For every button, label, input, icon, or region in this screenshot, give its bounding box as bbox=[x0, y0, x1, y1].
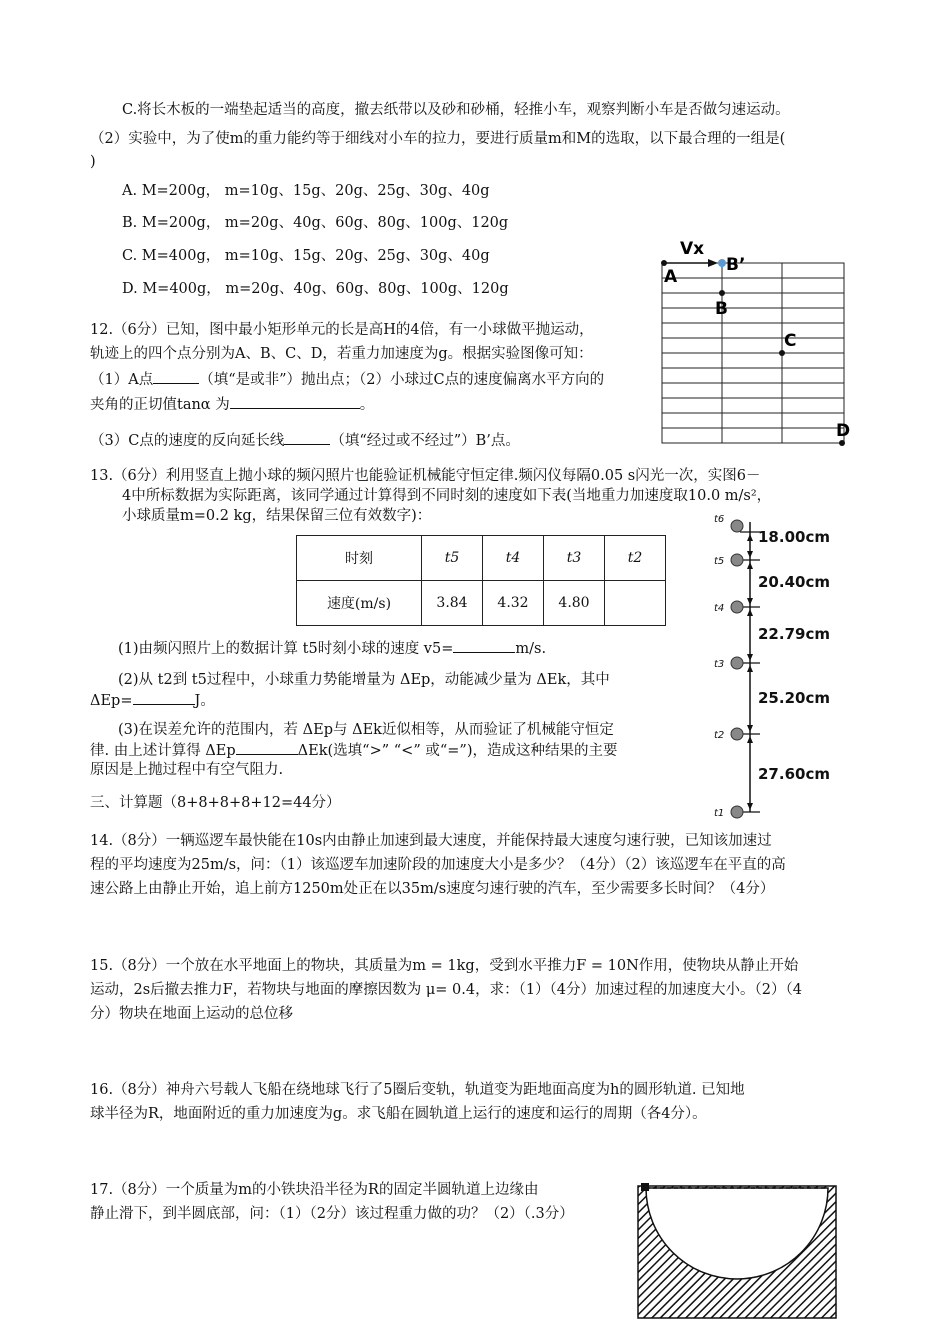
q15-line3: 分）物块在地面上运动的总位移 bbox=[90, 1006, 293, 1022]
q13-sub3-line1: (3)在误差允许的范围内，若 ΔEp与 ΔEk近似相等，从而验证了机械能守恒定 bbox=[118, 722, 614, 738]
q13-label-t6: t6 bbox=[714, 514, 725, 525]
q15-line2: 运动，2s后撤去推力F，若物块与地面的摩擦因数为 μ= 0.4，求：（1）（4分）加速过程的加速度大小。（2）（4 bbox=[90, 982, 802, 998]
q14-line2: 程的平均速度为25m/s，问：（1）该巡逻车加速阶段的加速度大小是多少？（4分）（2）该巡逻车在平直的高 bbox=[90, 857, 786, 873]
q11-option-c-step: C.将长木板的一端垫起适当的高度，撤去纸带以及砂和砂桶，轻推小车，观察判断小车是否做匀速运动。 bbox=[122, 102, 790, 118]
q13-sub3-line2 bbox=[90, 740, 617, 761]
q12-line4 bbox=[90, 394, 374, 415]
q17-semicircle-track-figure bbox=[636, 1180, 838, 1320]
q12-label-a: A bbox=[664, 267, 678, 287]
q13-sub2-line1: (2)从 t2到 t5过程中，小球重力势能增量为 ΔEp，动能减少量为 ΔEk，其中 bbox=[118, 672, 610, 688]
q11-option-a: A. M=200g， m=10g、15g、20g、25g、30g、40g bbox=[122, 183, 490, 199]
q13-distance-2: 20.40cm bbox=[758, 573, 830, 591]
table-cell-v4: 4.32 bbox=[483, 581, 544, 626]
q12-label-b: B bbox=[715, 299, 728, 319]
q11-option-b: B. M=200g， m=20g、40g、60g、80g、100g、120g bbox=[122, 215, 509, 231]
table-cell-v3: 4.80 bbox=[544, 581, 605, 626]
q13-sub2-text: ΔEp= bbox=[90, 693, 133, 709]
q13-label-t1: t1 bbox=[714, 808, 725, 819]
q13-sub1-text: (1)由频闪照片上的数据计算 t5时刻小球的速度 v5= bbox=[118, 641, 454, 657]
q13-distance-1: 18.00cm bbox=[758, 528, 830, 546]
q13-answer-blank-3[interactable] bbox=[236, 740, 298, 755]
q11-option-d: D. M=400g， m=20g、40g、60g、80g、100g、120g bbox=[122, 281, 509, 297]
q13-line1: 13.（6分）利用竖直上抛小球的频闪照片也能验证机械能守恒定律.频闪仪每隔0.05 s闪光一次，实图6－ bbox=[90, 468, 761, 484]
q14-line1: 14.（8分）一辆巡逻车最快能在10s内由静止加速到最大速度，并能保持最大速度匀速行驶，已知该加速过 bbox=[90, 833, 772, 849]
q13-line3: 小球质量m=0.2 kg，结果保留三位有效数字)： bbox=[122, 508, 432, 524]
q12-line2: 轨迹上的四个点分别为A、B、C、D，若重力加速度为g。根据实验图像可知： bbox=[90, 346, 593, 362]
q13-ball-t6 bbox=[731, 520, 743, 532]
q12-label-b-prime: B’ bbox=[726, 255, 746, 275]
table-row bbox=[297, 536, 666, 581]
q17-line2: 静止滑下，到半圆底部，问：（1）（2分）该过程重力做的功？（2）（.3分） bbox=[90, 1206, 574, 1222]
q12-label-d: D bbox=[836, 421, 851, 441]
table-header-time: 时刻 bbox=[297, 536, 422, 581]
table-cell-v2[interactable] bbox=[605, 581, 666, 626]
q13-answer-blank-2[interactable] bbox=[133, 690, 195, 705]
q12-line4-a: 夹角的正切值tanα 为 bbox=[90, 397, 230, 413]
q13-speed-table bbox=[296, 535, 666, 626]
q13-sub3-text-b: ΔEk(选填“>” “<” 或“=”)，造成这种结果的主要 bbox=[297, 743, 618, 759]
section-title-calculation: 三、计算题（8+8+8+8+12=44分） bbox=[90, 795, 341, 811]
q13-line2: 4中所标数据为实际距离，该同学通过计算得到不同时刻的速度如下表(当地重力加速度取10.0 m/s²， bbox=[122, 488, 772, 504]
q13-distance-4: 25.20cm bbox=[758, 689, 830, 707]
q11-sub2-line2: ) bbox=[90, 154, 96, 170]
q13-answer-blank-1[interactable] bbox=[453, 638, 515, 653]
q15-line1: 15.（8分）一个放在水平地面上的物块，其质量为m = 1kg，受到水平推力F = 10N作用，使物块从静止开始 bbox=[90, 958, 799, 974]
q13-strobe-figure bbox=[712, 508, 862, 828]
q12-point-b-prime bbox=[718, 259, 726, 267]
q12-label-vx: Vx bbox=[680, 239, 705, 259]
q13-ball-t1 bbox=[731, 806, 743, 818]
q13-sub3-line3: 原因是上抛过程中有空气阻力. bbox=[90, 762, 284, 778]
q12-line5-b: （填“经过或不经过”）B’点。 bbox=[330, 433, 520, 449]
q13-distance-3: 22.79cm bbox=[758, 625, 830, 643]
q13-label-t2: t2 bbox=[714, 730, 725, 741]
q12-point-a bbox=[661, 260, 667, 266]
q13-sub1-unit: m/s. bbox=[515, 641, 547, 657]
q12-line1: 12.（6分）已知，图中最小矩形单元的长是高H的4倍，有一小球做平抛运动， bbox=[90, 322, 594, 338]
q12-point-b bbox=[719, 290, 725, 296]
q12-line5 bbox=[90, 430, 520, 451]
table-cell-t2: t2 bbox=[605, 536, 666, 581]
table-header-speed: 速度(m/s) bbox=[297, 581, 422, 626]
q17-track-body bbox=[638, 1186, 836, 1318]
q12-answer-blank-2[interactable] bbox=[230, 394, 360, 409]
table-cell-t4: t4 bbox=[483, 536, 544, 581]
q16-line2: 球半径为R，地面附近的重力加速度为g。求飞船在圆轨道上运行的速度和运行的周期（各4分）。 bbox=[90, 1106, 707, 1122]
q13-distance-5: 27.60cm bbox=[758, 765, 830, 783]
q12-line3-a: （1）A点 bbox=[90, 372, 154, 388]
q12-label-c: C bbox=[784, 331, 797, 351]
q13-ball-t3 bbox=[731, 657, 743, 669]
q12-grid-figure bbox=[650, 232, 860, 452]
q13-sub1 bbox=[118, 638, 546, 659]
q13-ball-t4 bbox=[731, 601, 743, 613]
table-cell-t3: t3 bbox=[544, 536, 605, 581]
q13-ball-t2 bbox=[731, 728, 743, 740]
q13-label-t5: t5 bbox=[714, 556, 725, 567]
q13-sub2-line2 bbox=[90, 690, 215, 711]
q13-sub3-text-a: 律. 由上述计算得 ΔEp bbox=[90, 743, 236, 759]
q12-line4-b: 。 bbox=[359, 397, 375, 413]
q14-line3: 速公路上由静止开始，追上前方1250m处正在以35m/s速度匀速行驶的汽车，至少需要多长时间？（4分） bbox=[90, 881, 775, 897]
q12-line3-b: （填“是或非”）抛出点；（2）小球过C点的速度偏离水平方向的 bbox=[199, 372, 605, 388]
q17-line1: 17.（8分）一个质量为m的小铁块沿半径为R的固定半圆轨道上边缘由 bbox=[90, 1182, 539, 1198]
q13-label-t3: t3 bbox=[714, 659, 725, 670]
table-row bbox=[297, 581, 666, 626]
q13-sub2-unit: J。 bbox=[194, 693, 215, 709]
table-cell-v5: 3.84 bbox=[422, 581, 483, 626]
q11-option-c: C. M=400g， m=10g、15g、20g、25g、30g、40g bbox=[122, 248, 490, 264]
q12-line3 bbox=[90, 369, 604, 390]
q12-answer-blank-3[interactable] bbox=[284, 430, 330, 445]
q12-arrowhead bbox=[708, 259, 718, 267]
q12-grid-lines bbox=[662, 263, 844, 443]
q12-line5-a: （3）C点的速度的反向延长线 bbox=[90, 433, 285, 449]
q16-line1: 16.（8分）神舟六号载人飞船在绕地球飞行了5圈后变轨，轨道变为距地面高度为h的圆形轨道. 已知地 bbox=[90, 1082, 745, 1098]
q12-answer-blank-1[interactable] bbox=[153, 369, 199, 384]
q13-ball-t5 bbox=[731, 554, 743, 566]
q17-iron-block bbox=[641, 1183, 649, 1191]
q11-sub2-line1: （2）实验中，为了使m的重力能约等于细线对小车的拉力，要进行质量m和M的选取，以下最合理的一组是( bbox=[90, 131, 786, 147]
table-cell-t5: t5 bbox=[422, 536, 483, 581]
q13-label-t4: t4 bbox=[714, 603, 725, 614]
